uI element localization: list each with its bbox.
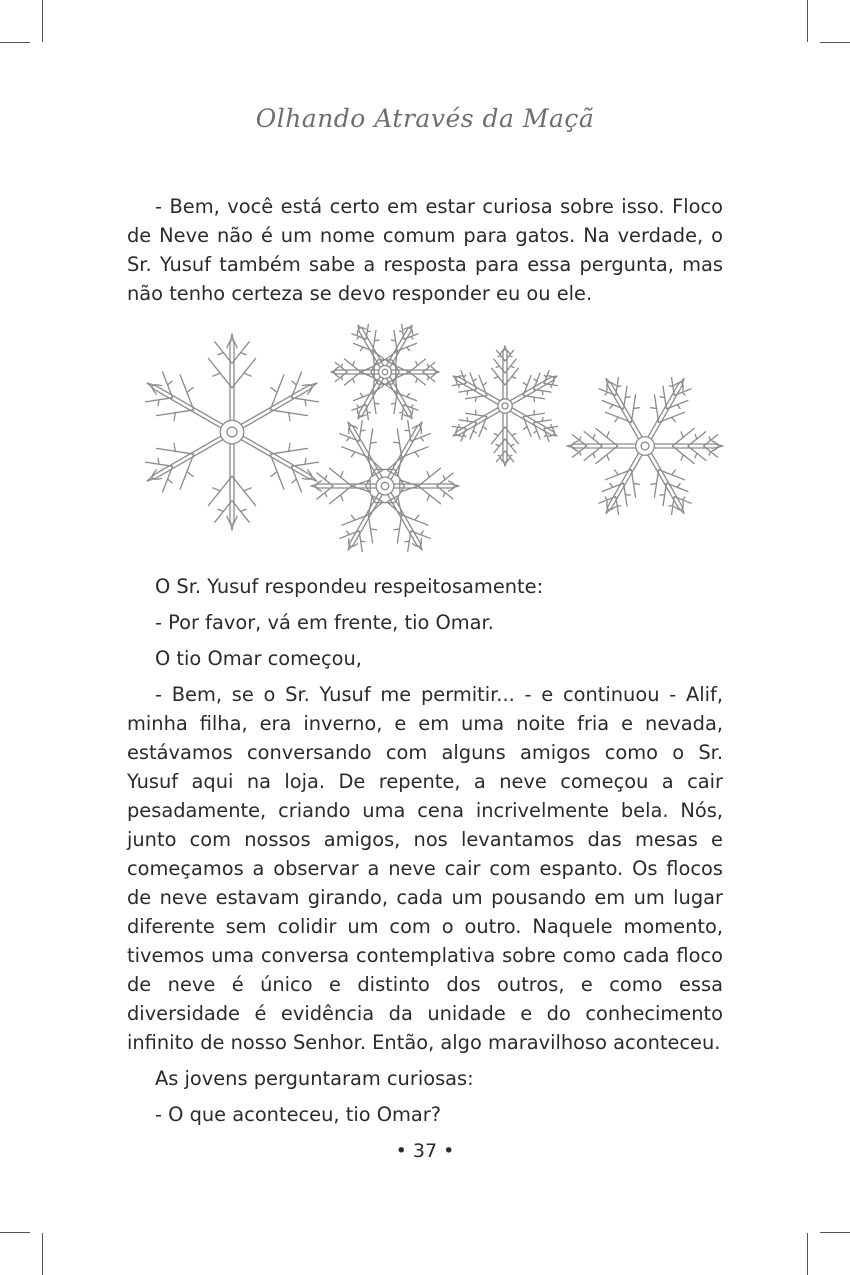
dialogue-line: O tio Omar começou, (155, 647, 362, 670)
snowflake-icon (135, 334, 328, 530)
dialogue-line: O Sr. Yusuf respondeu respeitosamente: (155, 575, 544, 598)
snowflakes-illustration (127, 316, 727, 562)
crop-mark (42, 0, 43, 42)
page-number: • 37 • (395, 1140, 455, 1162)
running-title: Olhando Através da Maçã (255, 104, 595, 133)
dialogue-line: As jovens perguntaram curiosas: (155, 1067, 474, 1090)
dialogue-line: - O que aconteceu, tio Omar? (155, 1103, 442, 1126)
crop-mark (820, 42, 850, 43)
crop-mark (807, 1233, 808, 1275)
crop-mark (807, 0, 808, 42)
crop-mark (42, 1233, 43, 1275)
crop-mark (0, 1232, 30, 1233)
snowflake-icon (540, 340, 727, 551)
paragraph: - Bem, se o Sr. Yusuf me permitir... - e continuou - Alif, minha filha, era inverno, e em uma noite fria e nevada, estávamos conversando com alguns amigos como o Sr. Yusuf aqui na loja. De repente, a neve começou a cair pesadamente, criando uma cena incrivelmente bela. Nós, junto com nossos amigos, nos levantamos das mesas e começamos a observar a neve cair com espanto. Os flocos de neve estavam girando, cada um pousando em um lugar diferente sem colidir um com o outro. Naquele momento, tivemos uma conversa contemplativa sobre como cada floco de neve é único e distinto dos outros, e como essa diversidade é evidência da unidade e do conhecimento infinito de nosso Senhor. Então, algo maravilhoso aconteceu. (127, 683, 723, 1054)
text-block-bottom (127, 572, 723, 1129)
snowflake-icon (285, 385, 485, 562)
snowflake-icon (312, 316, 458, 445)
snowflake-icon (446, 346, 563, 466)
crop-mark (820, 1232, 850, 1233)
text-block-top (127, 192, 723, 308)
crop-mark (0, 42, 30, 43)
dialogue-line: - Por favor, vá em frente, tio Omar. (155, 611, 494, 634)
paragraph: - Bem, você está certo em estar curiosa sobre isso. Floco de Neve não é um nome comum para gatos. Na verdade, o Sr. Yusuf também sabe a resposta para essa pergunta, mas não tenho certeza se devo responder eu ou ele. (127, 195, 723, 305)
